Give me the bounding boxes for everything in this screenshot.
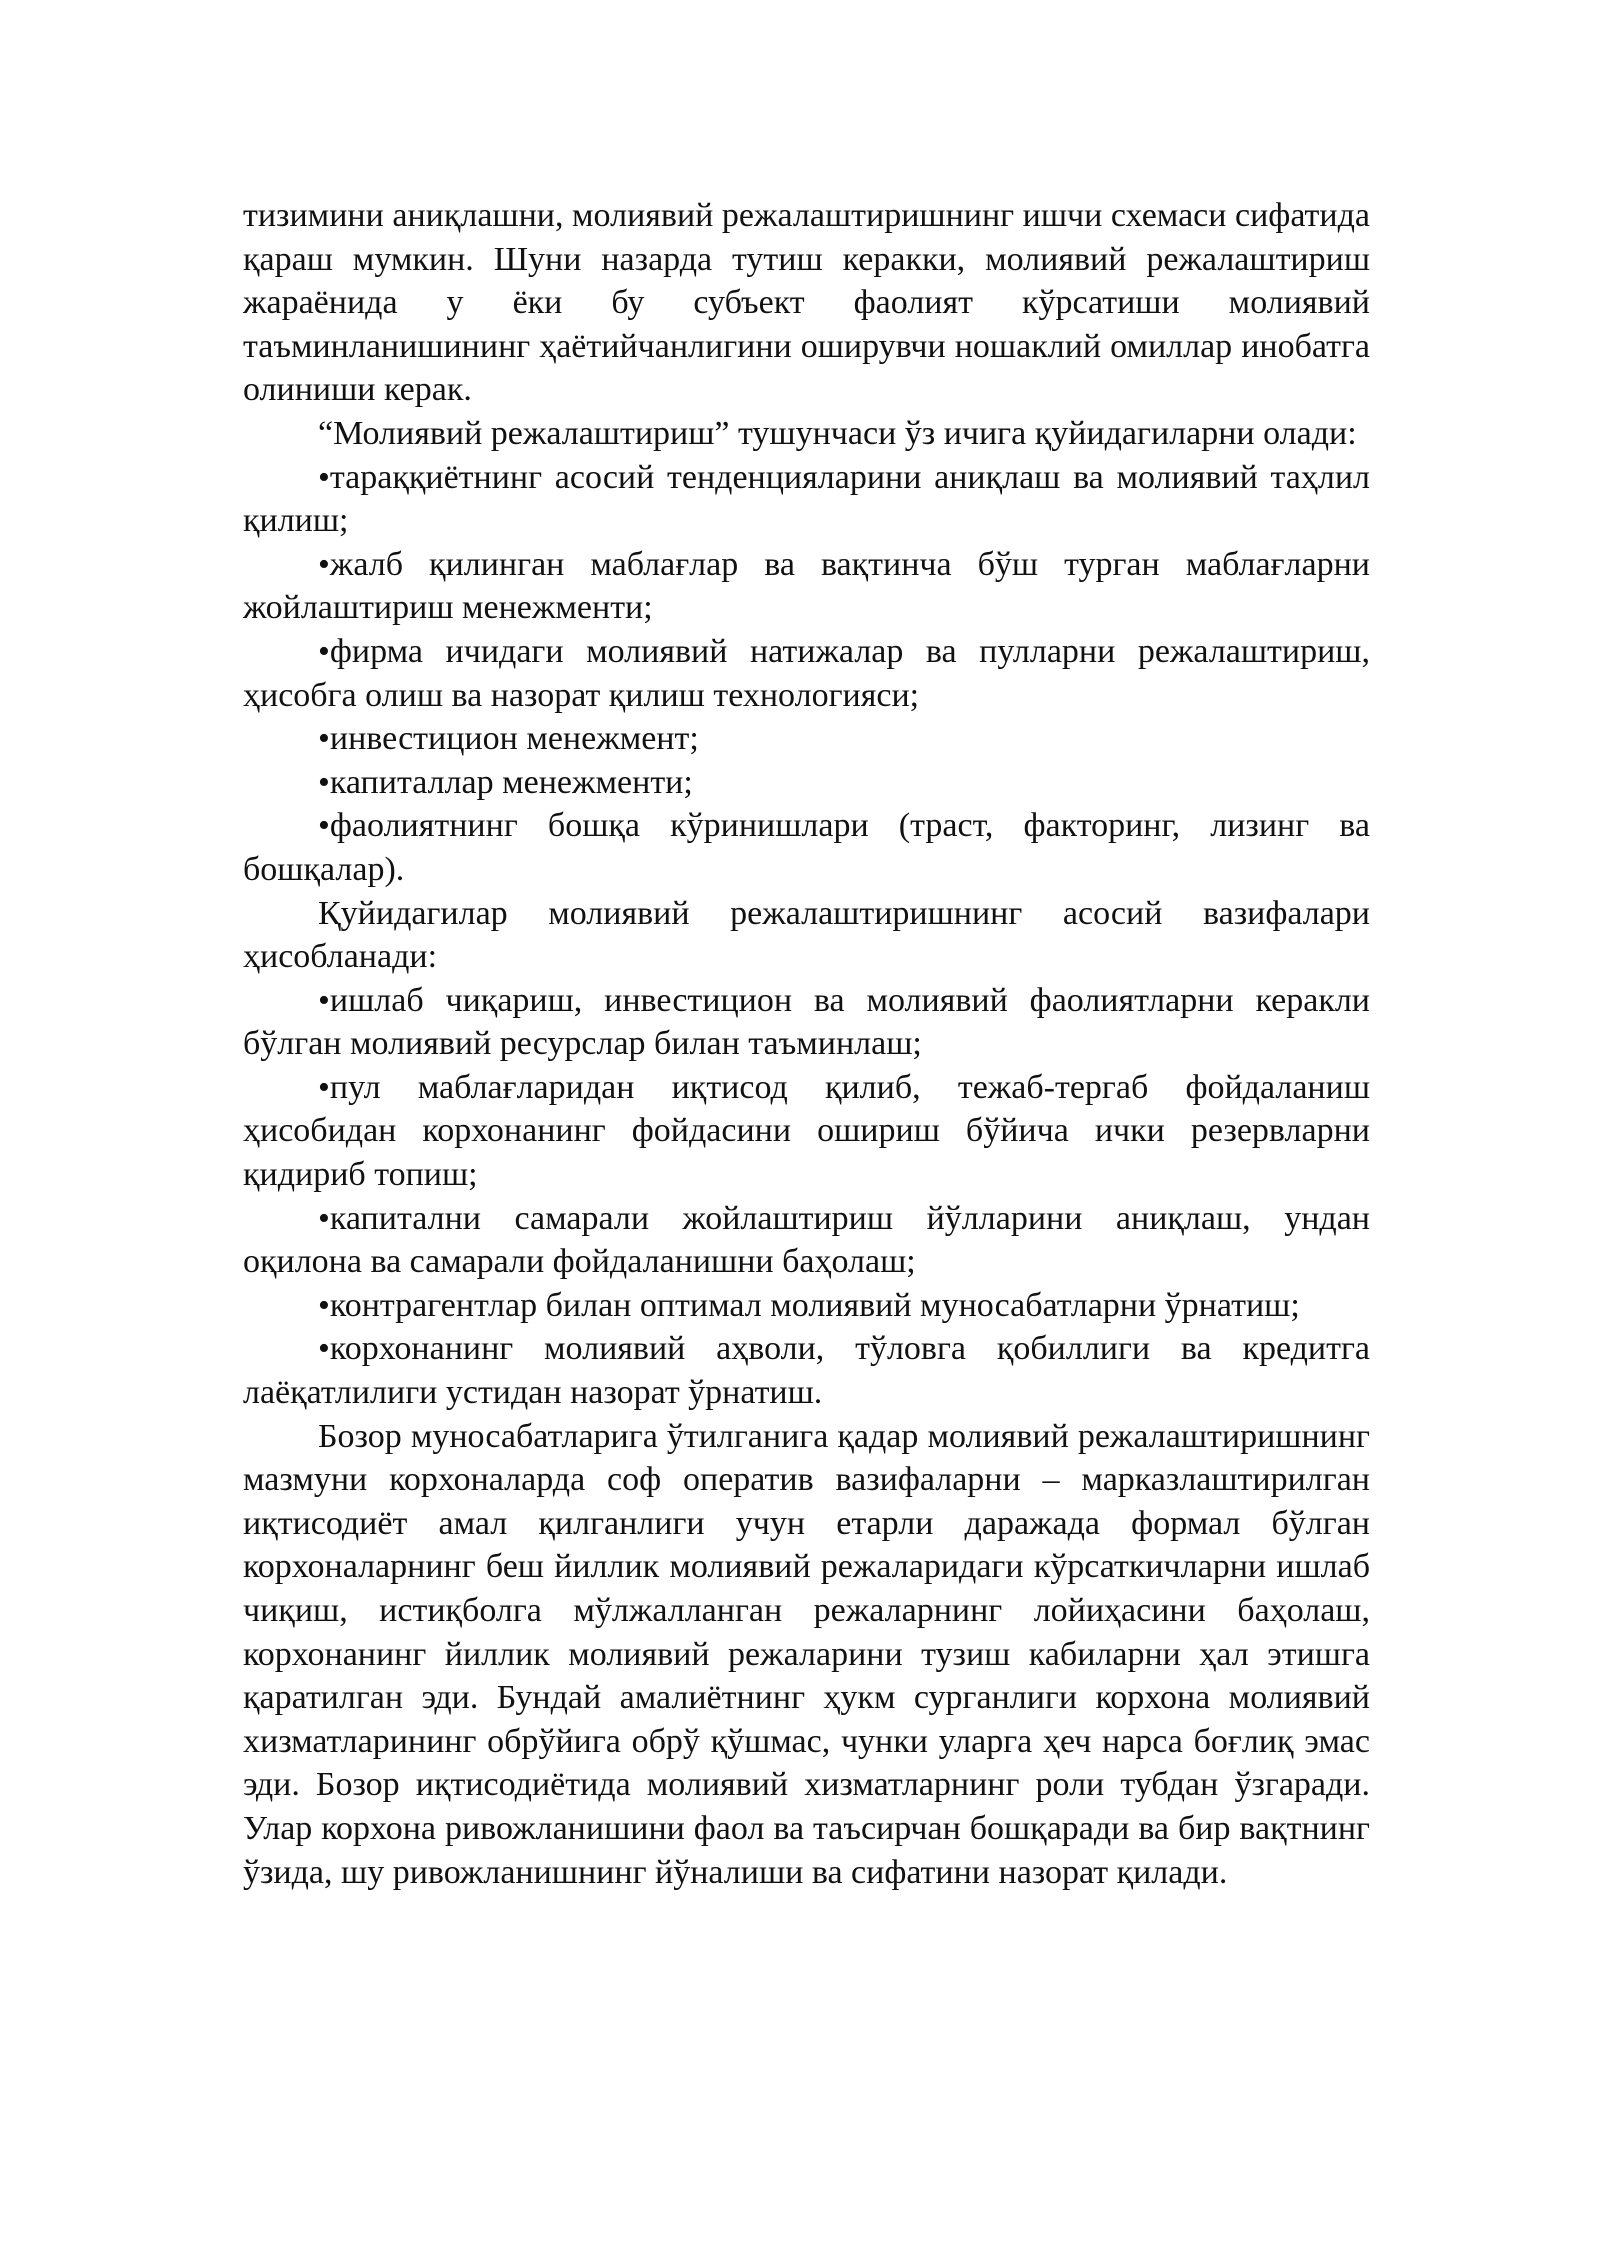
paragraph-tasks: Қуйидагилар молиявий режалаштиришнинг асосий вазифалари ҳисобланади: [243, 894, 1370, 976]
list-item-text: инвестицион менежмент; [329, 720, 699, 758]
bullet-marker: • [318, 720, 330, 758]
bullet-marker: • [318, 1199, 330, 1237]
list-item-text: тараққиётнинг асосий тенденцияларини аниқлаш ва молиявий таҳлил қилиш; [243, 458, 1370, 540]
paragraph-definition: “Молиявий режалаштириш” тушунчаси ўз ичига қуйидагиларни олади: [318, 414, 1357, 452]
bullet-marker: • [318, 1286, 330, 1324]
paragraph-market: Бозор муносабатларига ўтилганига қадар молиявий режалаштиришнинг мазмуни корхоналарда соф оператив вазифаларни – марказлаштирилган иқтисодиёт амал қилганлиги учун етарли даражада формал бўлган корхоналарнинг беш йиллик молиявий режаларидаги кўрсаткичларни ишлаб чиқиш, истиқболга мўлжалланган режаларнинг лойиҳасини баҳолаш, корхонанинг йиллик молиявий режаларини тузиш кабиларни ҳал этишга қаратилган эди. Бундай амалиётнинг ҳукм сурганлиги корхона молиявий хизматларининг обрўйига обрў қўшмас, чунки уларга ҳеч нарса боғлиқ эмас эди. Бозор иқтисодиётида молиявий хизматларнинг роли тубдан ўзгаради. Улар корхона ривожланишини фаол ва таъсирчан бошқаради ва бир вақтнинг ўзида, шу ривожланишнинг йўналиши ва сифатини назорат қилади. [243, 1417, 1370, 1891]
list-item [243, 1327, 1370, 1414]
list-item-text: капитални самарали жойлаштириш йўлларини аниқлаш, ундан оқилона ва самарали фойдаланишни баҳолаш; [243, 1199, 1370, 1281]
list-item-text: фирма ичидаги молиявий натижалар ва пулларни режалаштириш, ҳисобга олиш ва назорат қилиш технологияси; [243, 632, 1370, 714]
list-item [243, 543, 1370, 630]
list-item [243, 456, 1370, 543]
list-item-text: корхонанинг молиявий аҳволи, тўловга қобиллиги ва кредитга лаёқатлилиги устидан назорат ўрнатиш. [243, 1330, 1370, 1412]
document-page [243, 194, 1370, 1894]
paragraph-intro: тизимини аниқлашни, молиявий режалаштиришнинг ишчи схемаси сифатида қараш мумкин. Шуни назарда тутиш керакки, молиявий режалаштириш жараёнида у ёки бу субъект фаолият кўрсатиши молиявий таъминланишининг ҳаётийчанлигини оширувчи ношаклий омиллар инобатга олиниши керак. [243, 197, 1370, 409]
list-item-text: капиталлар менежменти; [329, 763, 693, 801]
list-item [243, 1066, 1370, 1197]
list-item [243, 1284, 1370, 1328]
list-item-text: пул маблағларидан иқтисод қилиб, тежаб-тергаб фойдаланиш ҳисобидан корхонанинг фойдасини ошириш бўйича ички резервларни қидириб топиш; [243, 1068, 1370, 1194]
list-item-text: жалб қилинган маблағлар ва вақтинча бўш турган маблағларни жойлаштириш менежменти; [243, 545, 1370, 627]
bullet-marker: • [318, 763, 330, 801]
list-item-text: фаолиятнинг бошқа кўринишлари (траст, факторинг, лизинг ва бошқалар). [243, 807, 1370, 888]
list-item-text: ишлаб чиқариш, инвестицион ва молиявий фаолиятларни керакли бўлган молиявий ресурслар билан таъминлаш; [243, 981, 1370, 1063]
list-item [243, 761, 1370, 805]
list-item [243, 804, 1370, 891]
bullet-marker: • [318, 1068, 330, 1106]
bullet-marker: • [318, 981, 330, 1019]
bullet-marker: • [318, 1330, 330, 1368]
list-item-text: контрагентлар билан оптимал молиявий муносабатларни ўрнатиш; [329, 1286, 1300, 1324]
bullet-marker: • [318, 807, 330, 845]
list-item [243, 630, 1370, 717]
list-item [243, 717, 1370, 761]
bullet-marker: • [318, 458, 330, 496]
list-item [243, 1197, 1370, 1284]
bullet-marker: • [318, 545, 330, 583]
list-item [243, 979, 1370, 1066]
bullet-marker: • [318, 632, 330, 670]
